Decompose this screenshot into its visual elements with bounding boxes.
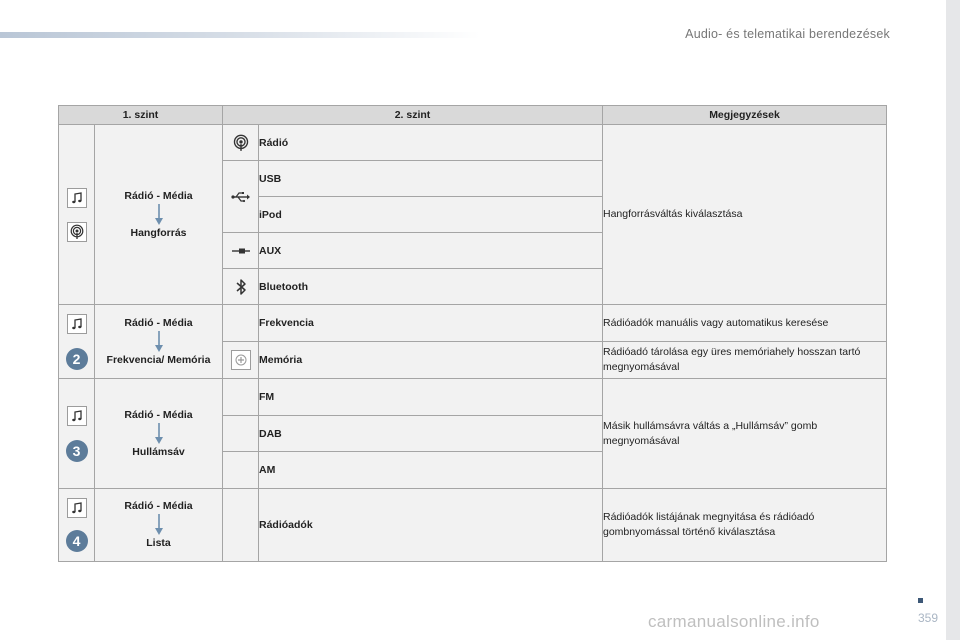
page-header-title: Audio- és telematikai berendezések <box>685 27 890 41</box>
option-am: AM <box>259 452 603 489</box>
note-source-switch: Hangforrásváltás kiválasztása <box>603 125 887 305</box>
watermark: carmanualsonline.info <box>648 612 820 631</box>
header-accent-bar <box>0 32 480 38</box>
note-frequency: Rádióadók manuális vagy automatikus keresése <box>603 305 887 342</box>
empty-icon-cell <box>223 305 259 342</box>
arrow-down-icon <box>154 514 164 536</box>
radio-option-icon-cell <box>223 125 259 161</box>
table-row <box>59 379 887 416</box>
step-number-badge: 2 <box>66 348 88 370</box>
group1-level1 <box>95 125 223 305</box>
header-level-2: 2. szint <box>223 106 603 125</box>
arrow-down-icon <box>154 331 164 353</box>
menu-structure-table <box>58 105 887 562</box>
aux-icon-cell <box>223 233 259 269</box>
empty-icon-cell <box>223 379 259 416</box>
radio-broadcast-icon <box>67 222 87 242</box>
level1-submenu-label: Hullámsáv <box>132 445 185 458</box>
option-bluetooth: Bluetooth <box>259 269 603 305</box>
group4-icons <box>59 489 95 562</box>
note-stations: Rádióadók listájának megnyitása és rádióadó gombnyomással történő kiválasztása <box>603 489 887 562</box>
group4-level1 <box>95 489 223 562</box>
header-level-1: 1. szint <box>59 106 223 125</box>
music-note-icon <box>67 314 87 334</box>
aux-jack-icon <box>231 246 251 256</box>
group3-level1 <box>95 379 223 489</box>
option-memory: Memória <box>259 342 603 379</box>
option-dab: DAB <box>259 416 603 452</box>
table-row <box>59 305 887 342</box>
table-row <box>59 489 887 562</box>
option-fm: FM <box>259 379 603 416</box>
level1-menu-label: Rádió - Média <box>124 408 193 421</box>
option-aux: AUX <box>259 233 603 269</box>
empty-icon-cell <box>223 452 259 489</box>
music-note-icon <box>67 188 87 208</box>
arrow-down-icon <box>154 204 164 226</box>
music-note-icon <box>67 406 87 426</box>
level1-submenu-label: Lista <box>146 537 171 549</box>
page-marker <box>918 598 923 603</box>
arrow-down-icon <box>154 423 164 445</box>
level1-menu-label: Rádió - Média <box>124 189 193 202</box>
memory-add-icon <box>231 350 251 370</box>
option-usb: USB <box>259 161 603 197</box>
group3-icons <box>59 379 95 489</box>
page-number: 359 <box>917 611 938 625</box>
option-stations: Rádióadók <box>259 489 603 562</box>
group2-level1 <box>95 305 223 379</box>
table-row <box>59 125 887 161</box>
option-frequency: Frekvencia <box>259 305 603 342</box>
radio-broadcast-icon <box>232 134 250 152</box>
level1-menu-label: Rádió - Média <box>124 500 193 512</box>
music-note-icon <box>67 498 87 518</box>
table-header-row <box>59 106 887 125</box>
level1-submenu-label: Frekvencia/ Memória <box>106 353 211 366</box>
empty-icon-cell <box>223 489 259 562</box>
usb-icon <box>231 190 251 204</box>
side-strip <box>946 0 960 640</box>
step-number-badge: 4 <box>66 530 88 552</box>
group1-icons <box>59 125 95 305</box>
option-radio: Rádió <box>259 125 603 161</box>
group2-icons <box>59 305 95 379</box>
step-number-badge: 3 <box>66 440 88 462</box>
level1-submenu-label: Hangforrás <box>130 226 187 239</box>
usb-icon-cell <box>223 161 259 233</box>
bluetooth-icon <box>235 278 247 296</box>
bluetooth-icon-cell <box>223 269 259 305</box>
level1-menu-label: Rádió - Média <box>124 316 193 329</box>
note-band: Másik hullámsávra váltás a „Hullámsáv” gomb megnyomásával <box>603 379 887 489</box>
option-ipod: iPod <box>259 197 603 233</box>
empty-icon-cell <box>223 416 259 452</box>
memory-icon-cell <box>223 342 259 379</box>
header-notes: Megjegyzések <box>603 106 887 125</box>
note-memory: Rádióadó tárolása egy üres memóriahely hosszan tartó megnyomásával <box>603 342 887 379</box>
